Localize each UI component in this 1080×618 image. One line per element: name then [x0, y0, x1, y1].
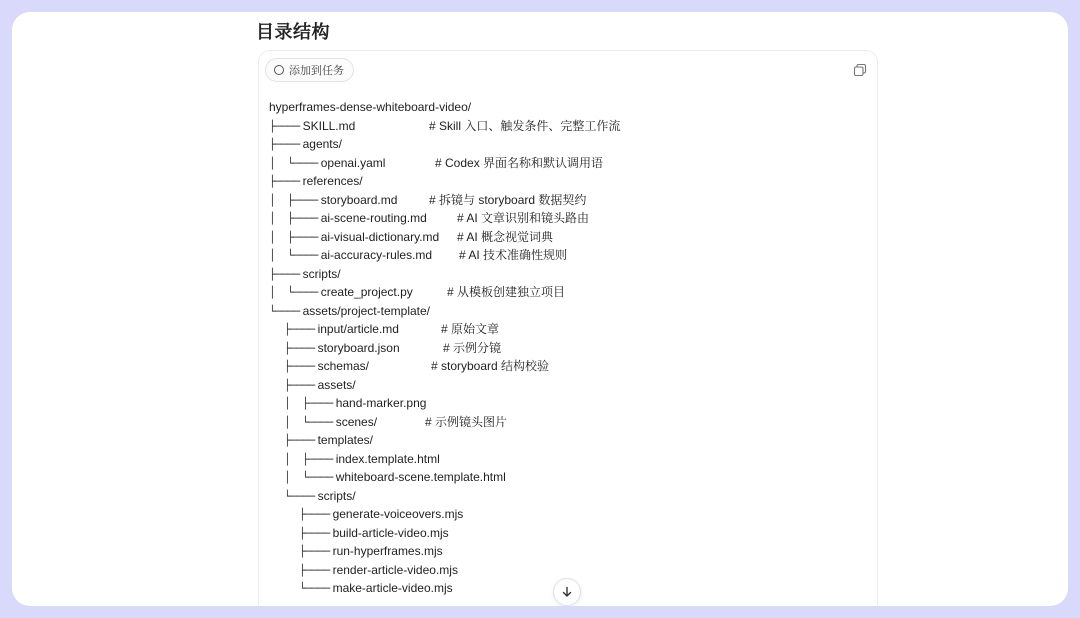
- tree-entry-name: scenes/: [335, 414, 378, 429]
- tree-line: [269, 468, 506, 487]
- tree-entry-comment: # 从模板创建独立项目: [447, 285, 566, 299]
- tree-entry-name: input/article.md: [317, 322, 399, 336]
- directory-tree: [269, 98, 621, 598]
- tree-branch: │ └────: [269, 286, 321, 299]
- tree-entry-name: storyboard.md: [320, 192, 398, 207]
- tree-branch: │ └────: [269, 415, 336, 429]
- tree-branch: ├────: [269, 526, 333, 540]
- tree-line: [269, 135, 506, 154]
- tree-entry-comment: # AI 概念视觉词典: [457, 229, 554, 244]
- tree-entry-name: ai-scene-routing.md: [320, 211, 427, 225]
- tree-branch: │ └────: [269, 249, 321, 262]
- tree-line: [269, 302, 506, 321]
- code-block: [258, 50, 878, 606]
- tree-entry-comment: # AI 技术准确性规则: [459, 248, 568, 262]
- tree-branch: │ ├────: [269, 212, 321, 225]
- tree-branch: ├────: [269, 323, 318, 336]
- tree-entry-name: run-hyperframes.mjs: [332, 544, 443, 558]
- tree-entry-name: assets/: [317, 377, 356, 392]
- tree-branch: ├────: [269, 508, 333, 521]
- tree-entry-name: agents/: [302, 137, 342, 151]
- tree-entry-name: ai-accuracy-rules.md: [320, 248, 433, 262]
- tree-entry-comment: # 原始文章: [441, 322, 500, 336]
- tree-entry-name: references/: [302, 174, 363, 188]
- tree-branch: ├────: [269, 175, 303, 188]
- tree-branch: ├────: [269, 434, 318, 447]
- tree-entry-comment: # 示例分镜: [443, 340, 502, 355]
- tree-line: [269, 561, 506, 580]
- tree-branch: ├────: [269, 360, 318, 373]
- scroll-down-button[interactable]: [553, 578, 581, 606]
- tree-entry-name: SKILL.md: [302, 118, 356, 133]
- tree-entry-name: ai-visual-dictionary.md: [320, 229, 440, 244]
- tree-line: [269, 172, 506, 191]
- tree-branch: └────: [269, 489, 318, 503]
- tree-entry-name: hand-marker.png: [335, 396, 427, 410]
- tree-entry-comment: # AI 文章识别和镜头路由: [457, 211, 590, 225]
- tree-entry-comment: # Skill 入口、触发条件、完整工作流: [429, 118, 621, 133]
- tree-entry-comment: # storyboard 结构校验: [431, 359, 550, 373]
- tree-entry-comment: # 示例镜头图片: [425, 414, 508, 429]
- tree-branch: │ └────: [269, 471, 336, 484]
- tree-entry-name: index.template.html: [335, 451, 440, 466]
- arrow-down-icon: [561, 586, 573, 598]
- tree-line: [269, 320, 506, 339]
- tree-entry-name: make-article-video.mjs: [332, 581, 453, 595]
- tree-entry-name: storyboard.json: [317, 340, 400, 355]
- tree-entry-comment: # 拆镜与 storyboard 数据契约: [429, 192, 587, 207]
- tree-branch: │ ├────: [269, 452, 336, 466]
- tree-entry-name: assets/project-template/: [302, 303, 430, 318]
- tree-branch: ├────: [269, 267, 303, 281]
- tree-entry-name: schemas/: [317, 359, 369, 373]
- tree-branch: └────: [269, 304, 303, 318]
- tree-line: [269, 524, 506, 543]
- tree-line: [269, 505, 506, 524]
- tree-line: [269, 339, 506, 358]
- tree-line: [269, 413, 506, 432]
- tree-branch: ├────: [269, 545, 333, 558]
- tree-branch: │ └────: [269, 156, 321, 170]
- tree-line: [269, 357, 550, 376]
- tree-line: [269, 431, 506, 450]
- copy-icon[interactable]: [853, 63, 867, 77]
- tree-line: [269, 117, 621, 136]
- tree-line: [269, 154, 604, 173]
- tree-line: [269, 265, 506, 284]
- tree-line: [269, 283, 566, 302]
- tree-line: [269, 376, 506, 395]
- tree-entry-name: whiteboard-scene.template.html: [335, 470, 506, 484]
- tree-entry-name: hyperframes-dense-whiteboard-video/: [269, 100, 472, 114]
- tree-entry-name: openai.yaml: [320, 155, 386, 170]
- tree-line: [269, 450, 506, 469]
- tree-line: [269, 191, 587, 210]
- tree-line: [269, 246, 568, 265]
- tree-branch: ├────: [269, 138, 303, 151]
- add-to-task-label: 添加到任务: [289, 65, 344, 77]
- tree-branch: │ ├────: [269, 397, 336, 410]
- tree-entry-name: scripts/: [317, 488, 356, 503]
- section-title: 目录结构: [256, 22, 330, 42]
- tree-entry-comment: # Codex 界面名称和默认调用语: [435, 155, 604, 170]
- tree-entry-name: create_project.py: [320, 285, 413, 299]
- tree-line: [269, 487, 506, 506]
- tree-line: [269, 394, 506, 413]
- tree-entry-name: generate-voiceovers.mjs: [332, 507, 464, 521]
- tree-branch: └────: [269, 582, 333, 595]
- tree-line: [269, 209, 590, 228]
- add-to-task-button[interactable]: [265, 58, 354, 82]
- tree-line: [269, 542, 506, 561]
- tree-entry-name: scripts/: [302, 266, 341, 281]
- tree-entry-name: build-article-video.mjs: [332, 525, 449, 540]
- app-frame: [12, 12, 1068, 606]
- tree-branch: │ ├────: [269, 230, 321, 244]
- tree-line: [269, 228, 554, 247]
- tree-entry-name: templates/: [317, 433, 373, 447]
- tree-line: [269, 98, 506, 117]
- tree-branch: ├────: [269, 119, 303, 133]
- tree-branch: ├────: [269, 378, 318, 392]
- tree-line: [269, 579, 506, 598]
- tree-entry-name: render-article-video.mjs: [332, 562, 458, 577]
- circle-icon: [274, 65, 284, 75]
- tree-branch: ├────: [269, 563, 333, 577]
- tree-branch: │ ├────: [269, 193, 321, 207]
- tree-branch: ├────: [269, 341, 318, 355]
